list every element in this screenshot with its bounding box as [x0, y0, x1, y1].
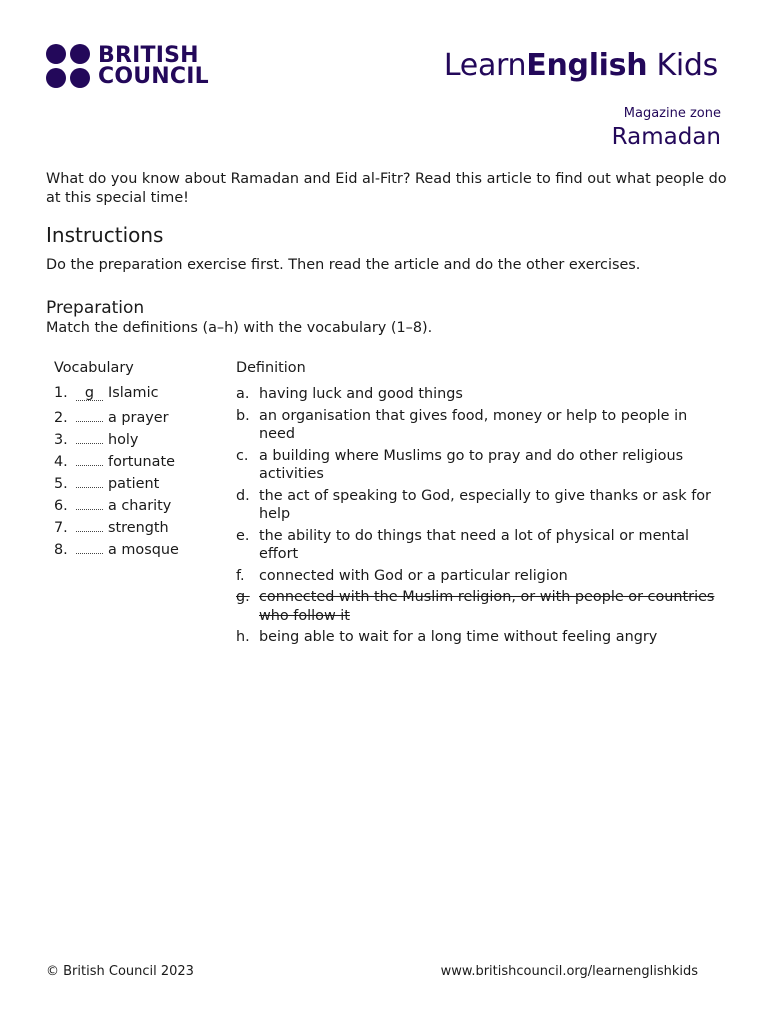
vocab-item — [54, 451, 179, 473]
vocab-item — [54, 473, 179, 495]
vocab-item — [54, 385, 179, 407]
logo-line2: COUNCIL — [98, 64, 209, 89]
definition-letter: e. — [236, 527, 250, 544]
definition-item — [236, 385, 716, 404]
logo-dots-icon — [46, 44, 90, 88]
vocabulary-list — [54, 385, 179, 561]
definition-item — [236, 628, 716, 647]
vocab-number: 6. — [54, 498, 68, 514]
intro-text: What do you know about Ramadan and Eid al-Fitr? Read this article to find out what people do at this special time! — [46, 171, 727, 206]
footer-copyright: © British Council 2023 — [46, 964, 194, 979]
vocab-number: 8. — [54, 542, 68, 558]
vocab-number: 4. — [54, 454, 68, 470]
zone-label: Magazine zone — [623, 106, 721, 121]
definition-letter: b. — [236, 407, 250, 424]
brand-english: English — [526, 48, 648, 83]
answer-blank[interactable] — [76, 495, 103, 510]
definition-text: an organisation that gives food, money or help to people in need — [259, 407, 688, 442]
definition-text: connected with the Muslim religion, or with people or countries who follow it — [259, 589, 715, 624]
vocab-number: 7. — [54, 520, 68, 536]
vocab-word: holy — [108, 432, 139, 448]
definition-item — [236, 567, 716, 586]
vocabulary-heading: Vocabulary — [54, 360, 134, 376]
definition-item — [236, 527, 716, 564]
definition-text: the ability to do things that need a lot of physical or mental effort — [259, 527, 690, 562]
vocab-word: patient — [108, 476, 160, 492]
answer-blank[interactable]: g — [76, 386, 103, 401]
definition-heading: Definition — [236, 360, 306, 376]
preparation-heading: Preparation — [46, 298, 145, 318]
vocab-word: Islamic — [108, 385, 159, 401]
definition-text: having luck and good things — [259, 386, 463, 402]
vocab-word: a mosque — [108, 542, 179, 558]
definition-letter: h. — [236, 629, 250, 645]
answer-blank[interactable] — [76, 517, 103, 532]
answer-blank[interactable] — [76, 539, 103, 554]
answer-blank[interactable] — [76, 473, 103, 488]
vocab-number: 3. — [54, 432, 68, 448]
vocab-number: 1. — [54, 385, 68, 401]
definition-text: a building where Muslims go to pray and do other religious activities — [259, 447, 684, 482]
vocab-number: 5. — [54, 476, 68, 492]
logo-line1: BRITISH — [98, 43, 199, 68]
vocab-word: a charity — [108, 498, 172, 514]
definition-letter: d. — [236, 487, 250, 504]
brand-learn: Learn — [443, 48, 527, 83]
definition-letter: g. — [236, 589, 250, 605]
vocab-word: strength — [108, 520, 169, 536]
definition-text: the act of speaking to God, especially to give thanks or ask for help — [259, 487, 711, 522]
definition-item — [236, 487, 716, 524]
definition-letter: c. — [236, 447, 249, 464]
brand-kids: Kids — [647, 48, 718, 83]
vocab-item — [54, 517, 179, 539]
footer-url[interactable]: www.britishcouncil.org/learnenglishkids — [440, 964, 698, 979]
definition-text: being able to wait for a long time without feeling angry — [259, 629, 658, 645]
definition-item — [236, 447, 716, 484]
definition-letter: f. — [236, 567, 245, 584]
answer-blank[interactable] — [76, 429, 103, 444]
page-title: Ramadan — [611, 124, 721, 150]
vocab-item — [54, 407, 179, 429]
definition-item-struck — [236, 588, 716, 625]
vocab-number: 2. — [54, 410, 68, 426]
vocab-item — [54, 495, 179, 517]
vocab-item — [54, 429, 179, 451]
preparation-text: Match the definitions (a–h) with the vocabulary (1–8). — [46, 320, 433, 336]
definition-text: connected with God or a particular religion — [259, 567, 568, 584]
vocab-item — [54, 539, 179, 561]
vocab-word: fortunate — [108, 454, 175, 470]
definition-list — [236, 385, 716, 650]
answer-blank[interactable] — [76, 407, 103, 422]
learnenglish-kids-logo — [444, 48, 718, 83]
definition-letter: a. — [236, 386, 250, 402]
instructions-text: Do the preparation exercise first. Then read the article and do the other exercises. — [46, 257, 641, 273]
vocab-word: a prayer — [108, 410, 169, 426]
british-council-logo — [46, 44, 209, 88]
answer-blank[interactable] — [76, 451, 103, 466]
instructions-heading: Instructions — [46, 223, 164, 247]
definition-item — [236, 407, 716, 444]
